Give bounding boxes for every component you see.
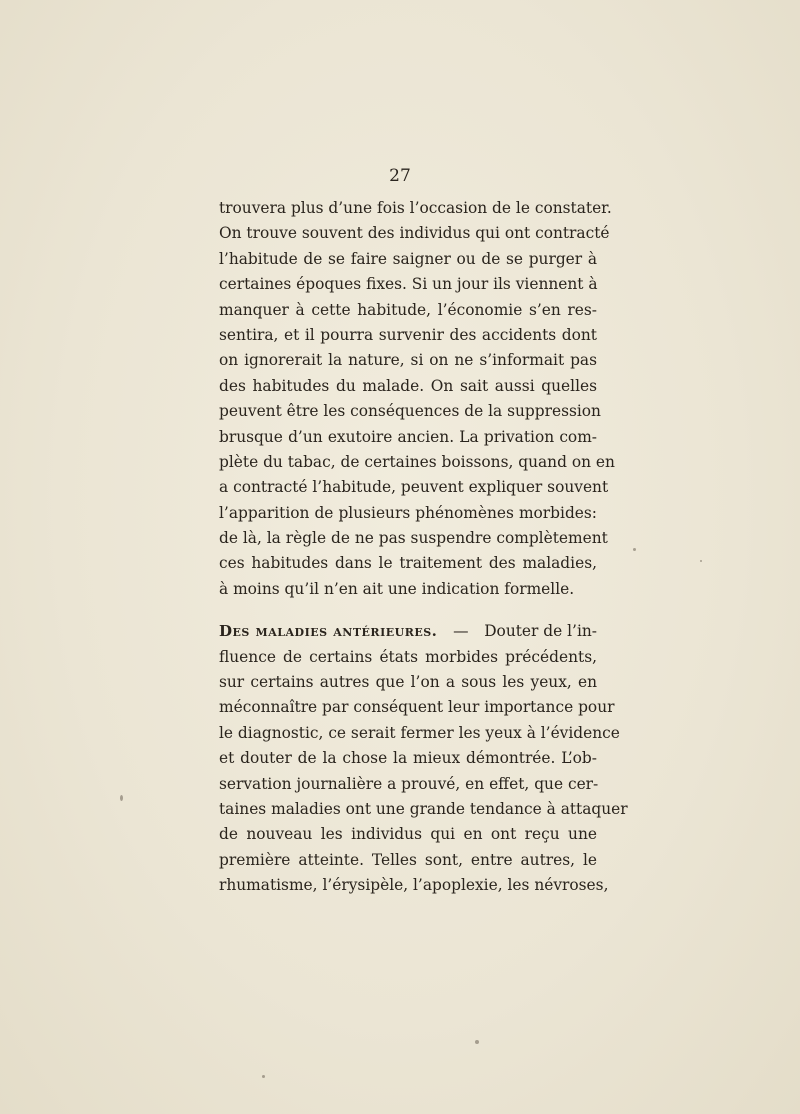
text-line: rhumatisme, l’érysipèle, l’apoplexie, les névroses, — [219, 876, 609, 895]
section-heading: Des maladies antérieures. — [219, 622, 438, 641]
page-number: 27 — [389, 166, 411, 186]
paragraph-previous-diseases — [219, 619, 628, 898]
paragraph-gap — [219, 602, 597, 619]
text-line: de nouveau les individus qui en ont reçu une — [219, 825, 597, 844]
text-line: plète du tabac, de certaines boissons, quand on en — [219, 452, 615, 471]
paper-speck — [262, 1075, 265, 1078]
text-line: l’apparition de plusieurs phénomènes morbides: — [219, 503, 597, 522]
text-line: le diagnostic, ce serait fermer les yeux à l’évidence — [219, 723, 620, 742]
text-line: fluence de certains états morbides précédents, — [219, 647, 597, 666]
paper-speck — [633, 548, 636, 551]
text-line: méconnaître par conséquent leur importance pour — [219, 698, 615, 717]
text-line: l’habitude de se faire saigner ou de se purger à — [219, 249, 597, 268]
text-line: On trouve souvent des individus qui ont contracté — [219, 224, 610, 243]
text-line: manquer à cette habitude, l’économie s’en res- — [219, 300, 597, 319]
paper-speck — [120, 795, 123, 801]
paper-speck — [475, 1040, 479, 1044]
text-line: trouvera plus d’une fois l’occasion de le constater. — [219, 199, 612, 217]
body-text — [219, 196, 628, 899]
text-line: on ignorerait la nature, si on ne s’informait pas — [219, 351, 597, 370]
text-line: première atteinte. Telles sont, entre autres, le — [219, 850, 597, 869]
text-line: de là, la règle de ne pas suspendre complètement — [219, 529, 608, 548]
text-line: taines maladies ont une grande tendance à attaquer — [219, 799, 628, 818]
text-line: et douter de la chose la mieux démontrée. L’ob- — [219, 749, 597, 768]
text-line: peuvent être les conséquences de la suppression — [219, 402, 601, 421]
text-line: servation journalière a prouvé, en effet, que cer- — [219, 774, 599, 793]
text-line: brusque d’un exutoire ancien. La privation com- — [219, 427, 597, 446]
paper-speck — [700, 560, 702, 562]
first-line-text: Douter de l’in- — [484, 622, 597, 641]
text-line: à moins qu’il n’en ait une indication formelle. — [219, 579, 575, 598]
paragraph-habits — [219, 196, 615, 602]
text-line: certaines époques fixes. Si un jour ils viennent à — [219, 275, 598, 294]
text-line: ces habitudes dans le traitement des maladies, — [219, 554, 597, 573]
text-line: des habitudes du malade. On sait aussi quelles — [219, 376, 597, 395]
text-line: a contracté l’habitude, peuvent expliquer souvent — [219, 478, 609, 497]
section-first-line — [219, 619, 597, 644]
heading-dash: — — [453, 622, 469, 641]
text-line: sur certains autres que l’on a sous les yeux, en — [219, 673, 597, 692]
text-line: sentira, et il pourra survenir des accidents dont — [219, 325, 597, 344]
